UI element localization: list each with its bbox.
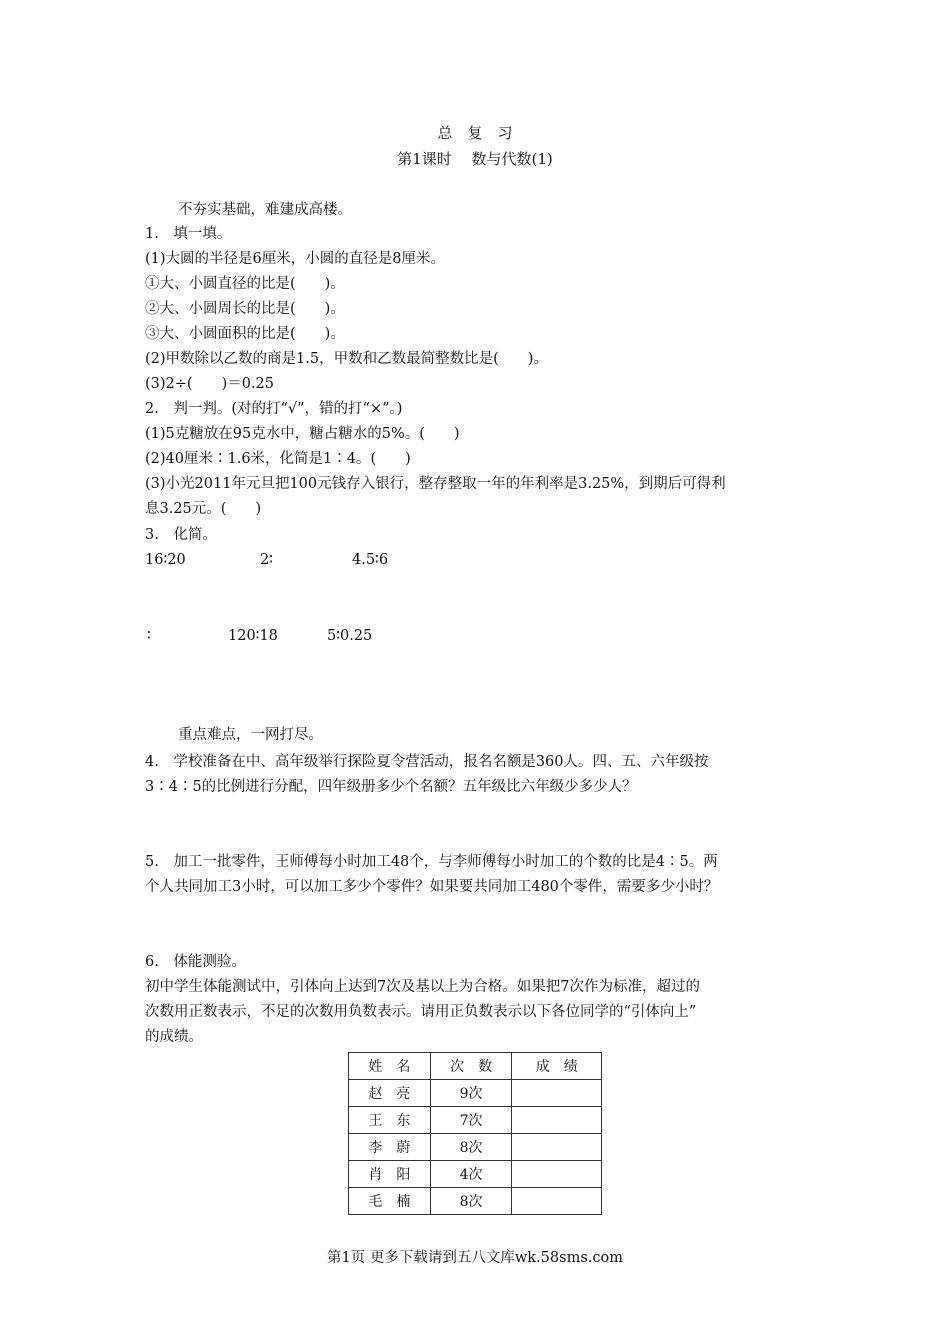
pullup-count: 9次 xyxy=(430,1080,512,1107)
simplify-item-6: 5∶0.25 xyxy=(327,628,373,644)
column-header-name: 姓 名 xyxy=(349,1053,431,1080)
score-cell xyxy=(512,1161,602,1188)
score-cell xyxy=(512,1134,602,1161)
question-5-line-2: 个人共同加工3小时，可以加工多少个零件？如果要共同加工480个零件，需要多少小时？ xyxy=(145,879,719,895)
question-6-line-2: 次数用正数表示，不足的次数用负数表示。请用正负数表示以下各位同学的“引体向上” xyxy=(145,1004,697,1020)
student-name: 毛 楠 xyxy=(349,1188,431,1215)
student-name: 赵 亮 xyxy=(349,1080,431,1107)
question-6-line-3: 的成绩。 xyxy=(145,1029,203,1045)
table-row xyxy=(349,1161,602,1188)
section-motto-key-points: 重点难点，一网打尽。 xyxy=(178,727,323,743)
simplify-item-5: 120∶18 xyxy=(228,628,278,644)
student-name: 李 蔚 xyxy=(349,1134,431,1161)
fitness-score-table xyxy=(348,1052,602,1215)
column-header-count: 次 数 xyxy=(430,1053,512,1080)
page-footer: 第1页 更多下载请到五八文库wk.58sms.com xyxy=(327,1250,623,1266)
question-2-heading: 2. 判一判。(对的打“√”，错的打“×”。) xyxy=(145,401,403,417)
lesson-subtitle: 第1课时 数与代数(1) xyxy=(397,150,553,168)
question-1-part-1c: ③大、小圆面积的比是( )。 xyxy=(145,326,345,342)
question-2-part-1: (1)5克糖放在95克水中，糖占糖水的5%。( ) xyxy=(145,426,460,442)
table-row xyxy=(349,1134,602,1161)
student-name: 肖 阳 xyxy=(349,1161,431,1188)
page-title: 总 复 习 xyxy=(437,124,513,142)
score-cell xyxy=(512,1188,602,1215)
question-1-part-1b: ②大、小圆周长的比是( )。 xyxy=(145,301,345,317)
simplify-item-1: 16∶20 xyxy=(145,552,186,568)
question-3-heading: 3. 化简。 xyxy=(145,527,217,543)
pullup-count: 8次 xyxy=(430,1134,512,1161)
question-2-part-2: (2)40厘米∶1.6米，化简是1∶4。( ) xyxy=(145,451,411,467)
table-row xyxy=(349,1107,602,1134)
student-name: 王 东 xyxy=(349,1107,431,1134)
table-header-row xyxy=(349,1053,602,1080)
simplify-item-3: 4.5∶6 xyxy=(352,552,389,568)
column-header-score: 成 绩 xyxy=(512,1053,602,1080)
question-1-part-3: (3)2÷( )＝0.25 xyxy=(145,376,275,392)
question-2-part-3a: (3)小光2011年元旦把100元钱存入银行，整存整取一年的年利率是3.25%，到期后可得利 xyxy=(145,476,726,492)
table-row xyxy=(349,1080,602,1107)
question-6-line-1: 初中学生体能测试中，引体向上达到7次及基以上为合格。如果把7次作为标准，超过的 xyxy=(145,979,700,995)
question-1-part-2: (2)甲数除以乙数的商是1.5，甲数和乙数最简整数比是( )。 xyxy=(145,351,548,367)
question-6-heading: 6. 体能测验。 xyxy=(145,954,246,970)
table-row xyxy=(349,1188,602,1215)
pullup-count: 4次 xyxy=(430,1161,512,1188)
pullup-count: 8次 xyxy=(430,1188,512,1215)
simplify-item-2: 2∶ xyxy=(260,552,273,568)
question-1-part-1: (1)大圆的半径是6厘米，小圆的直径是8厘米。 xyxy=(145,251,445,267)
score-cell xyxy=(512,1107,602,1134)
question-1-part-1a: ①大、小圆直径的比是( )。 xyxy=(145,276,345,292)
score-cell xyxy=(512,1080,602,1107)
simplify-item-4: ∶ xyxy=(147,628,151,644)
pullup-count: 7次 xyxy=(430,1107,512,1134)
question-2-part-3b: 息3.25元。( ) xyxy=(145,501,262,517)
question-4-line-1: 4. 学校准备在中、高年级举行探险夏令营活动，报名名额是360人。四、五、六年级按 xyxy=(145,754,709,770)
section-motto-basics: 不夯实基础，难建成高楼。 xyxy=(178,202,352,218)
question-5-line-1: 5. 加工一批零件，王师傅每小时加工48个，与李师傅每小时加工的个数的比是4∶5。两 xyxy=(145,854,718,870)
question-1-heading: 1. 填一填。 xyxy=(145,226,232,242)
question-4-line-2: 3∶4∶5的比例进行分配，四年级册多少个名额？五年级比六年级少多少人？ xyxy=(145,779,637,795)
